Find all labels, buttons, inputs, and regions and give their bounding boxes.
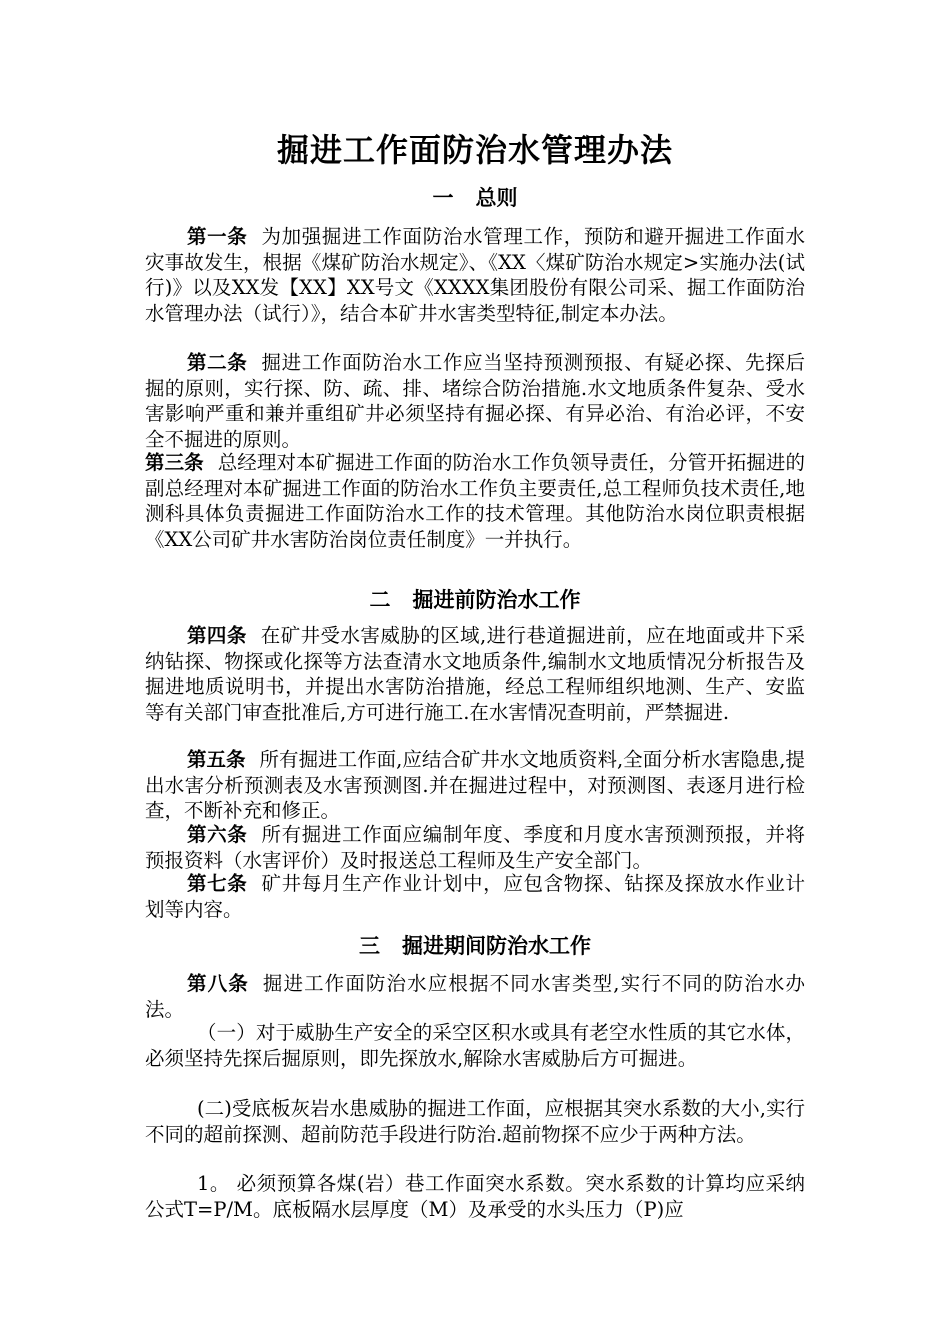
article-text: 掘进工作面防治水应根据不同水害类型,实行不同的防治水办法。: [145, 972, 805, 1021]
article-label: 第六条: [187, 823, 248, 846]
section-heading-1: [0, 183, 950, 213]
article-label: 第二条: [187, 351, 248, 374]
article-label: 第三条: [145, 451, 204, 474]
document-title: 掘进工作面防治水管理办法: [276, 131, 673, 169]
article-7: [145, 871, 805, 922]
section-number: 一: [432, 186, 454, 210]
section-number: 三: [359, 934, 380, 958]
article-1: [145, 224, 805, 326]
article-text: 掘进工作面防治水工作应当坚持预测预报、有疑必探、先探后掘的原则，实行探、防、疏、排、堵综合防治措施.水文地质条件复杂、受水害影响严重和兼并重组矿井必须坚持有掘必探、有异必治、有治必评，不安全不掘进的原则。: [145, 351, 805, 451]
item-1: （一）对于威胁生产安全的采空区积水或具有老空水性质的其它水体，必须坚持先探后掘原则，即先探放水,解除水害威胁后方可掘进。: [145, 1021, 805, 1070]
article-text: 总经理对本矿掘进工作面的防治水工作负领导责任，分管开拓掘进的副总经理对本矿掘进工作面的防治水工作负主要责任,总工程师负技术责任,地测科具体负责掘进工作面防治水工作的技术管理。其他防治水岗位职责根据《XX公司矿井水害防治岗位责任制度》一并执行。: [145, 451, 805, 551]
article-text: 矿井每月生产作业计划中，应包含物探、钻探及探放水作业计划等内容。: [145, 872, 805, 921]
article-label: 第八条: [187, 972, 249, 995]
article-label: 第四条: [187, 624, 247, 647]
section-number: 二: [369, 588, 391, 612]
item-2: (二)受底板灰岩水患威胁的掘进工作面，应根据其突水系数的大小,实行不同的超前探测、超前防范手段进行防治.超前物探不应少于两种方法。: [145, 1097, 805, 1146]
section-title: 掘进前防治水工作: [412, 588, 581, 612]
article-text: 在矿井受水害威胁的区域,进行巷道掘进前，应在地面或井下采纳钻探、物探或化探等方法查清水文地质条件,编制水文地质情况分析报告及掘进地质说明书，并提出水害防治措施，经总工程师组织地测、生产、安监等有关部门审查批准后,方可进行施工.在水害情况查明前，严禁掘进.: [145, 624, 805, 724]
article-5: [145, 747, 805, 824]
item-3: 1。 必须预算各煤(岩）巷工作面突水系数。突水系数的计算均应采纳公式T=P/M。底板隔水层厚度（M）及承受的水头压力（P)应: [145, 1172, 805, 1221]
article-2: [145, 350, 805, 452]
article-label: 第五条: [187, 748, 246, 771]
section-heading-2: [0, 585, 950, 615]
section-title: 总则: [475, 186, 518, 210]
article-8: [145, 971, 805, 1022]
section-title: 掘进期间防治水工作: [402, 934, 591, 958]
article-text: 所有掘进工作面应编制年度、季度和月度水害预测预报，并将预报资料（水害评价）及时报送总工程师及生产安全部门。: [145, 823, 805, 872]
section-heading-3: [0, 931, 950, 961]
article-4: [145, 623, 805, 725]
article-6: [145, 822, 805, 873]
article-text: 所有掘进工作面,应结合矿井水文地质资料,全面分析水害隐患,提出水害分析预测表及水害预测图.并在掘进过程中，对预测图、表逐月进行检查，不断补充和修正。: [145, 748, 805, 822]
article-3: [145, 450, 805, 552]
article-label: 第七条: [187, 872, 248, 895]
article-text: 为加强掘进工作面防治水管理工作，预防和避开掘进工作面水灾事故发生，根据《煤矿防治水规定》、《XX〈煤矿防治水规定>实施办法(试行)》以及XX发【XX】XX号文《XXXX集团股份有限公司采、掘工作面防治水管理办法（试行）》，结合本矿井水害类型特征,制定本办法。: [145, 225, 805, 325]
article-label: 第一条: [187, 225, 248, 248]
